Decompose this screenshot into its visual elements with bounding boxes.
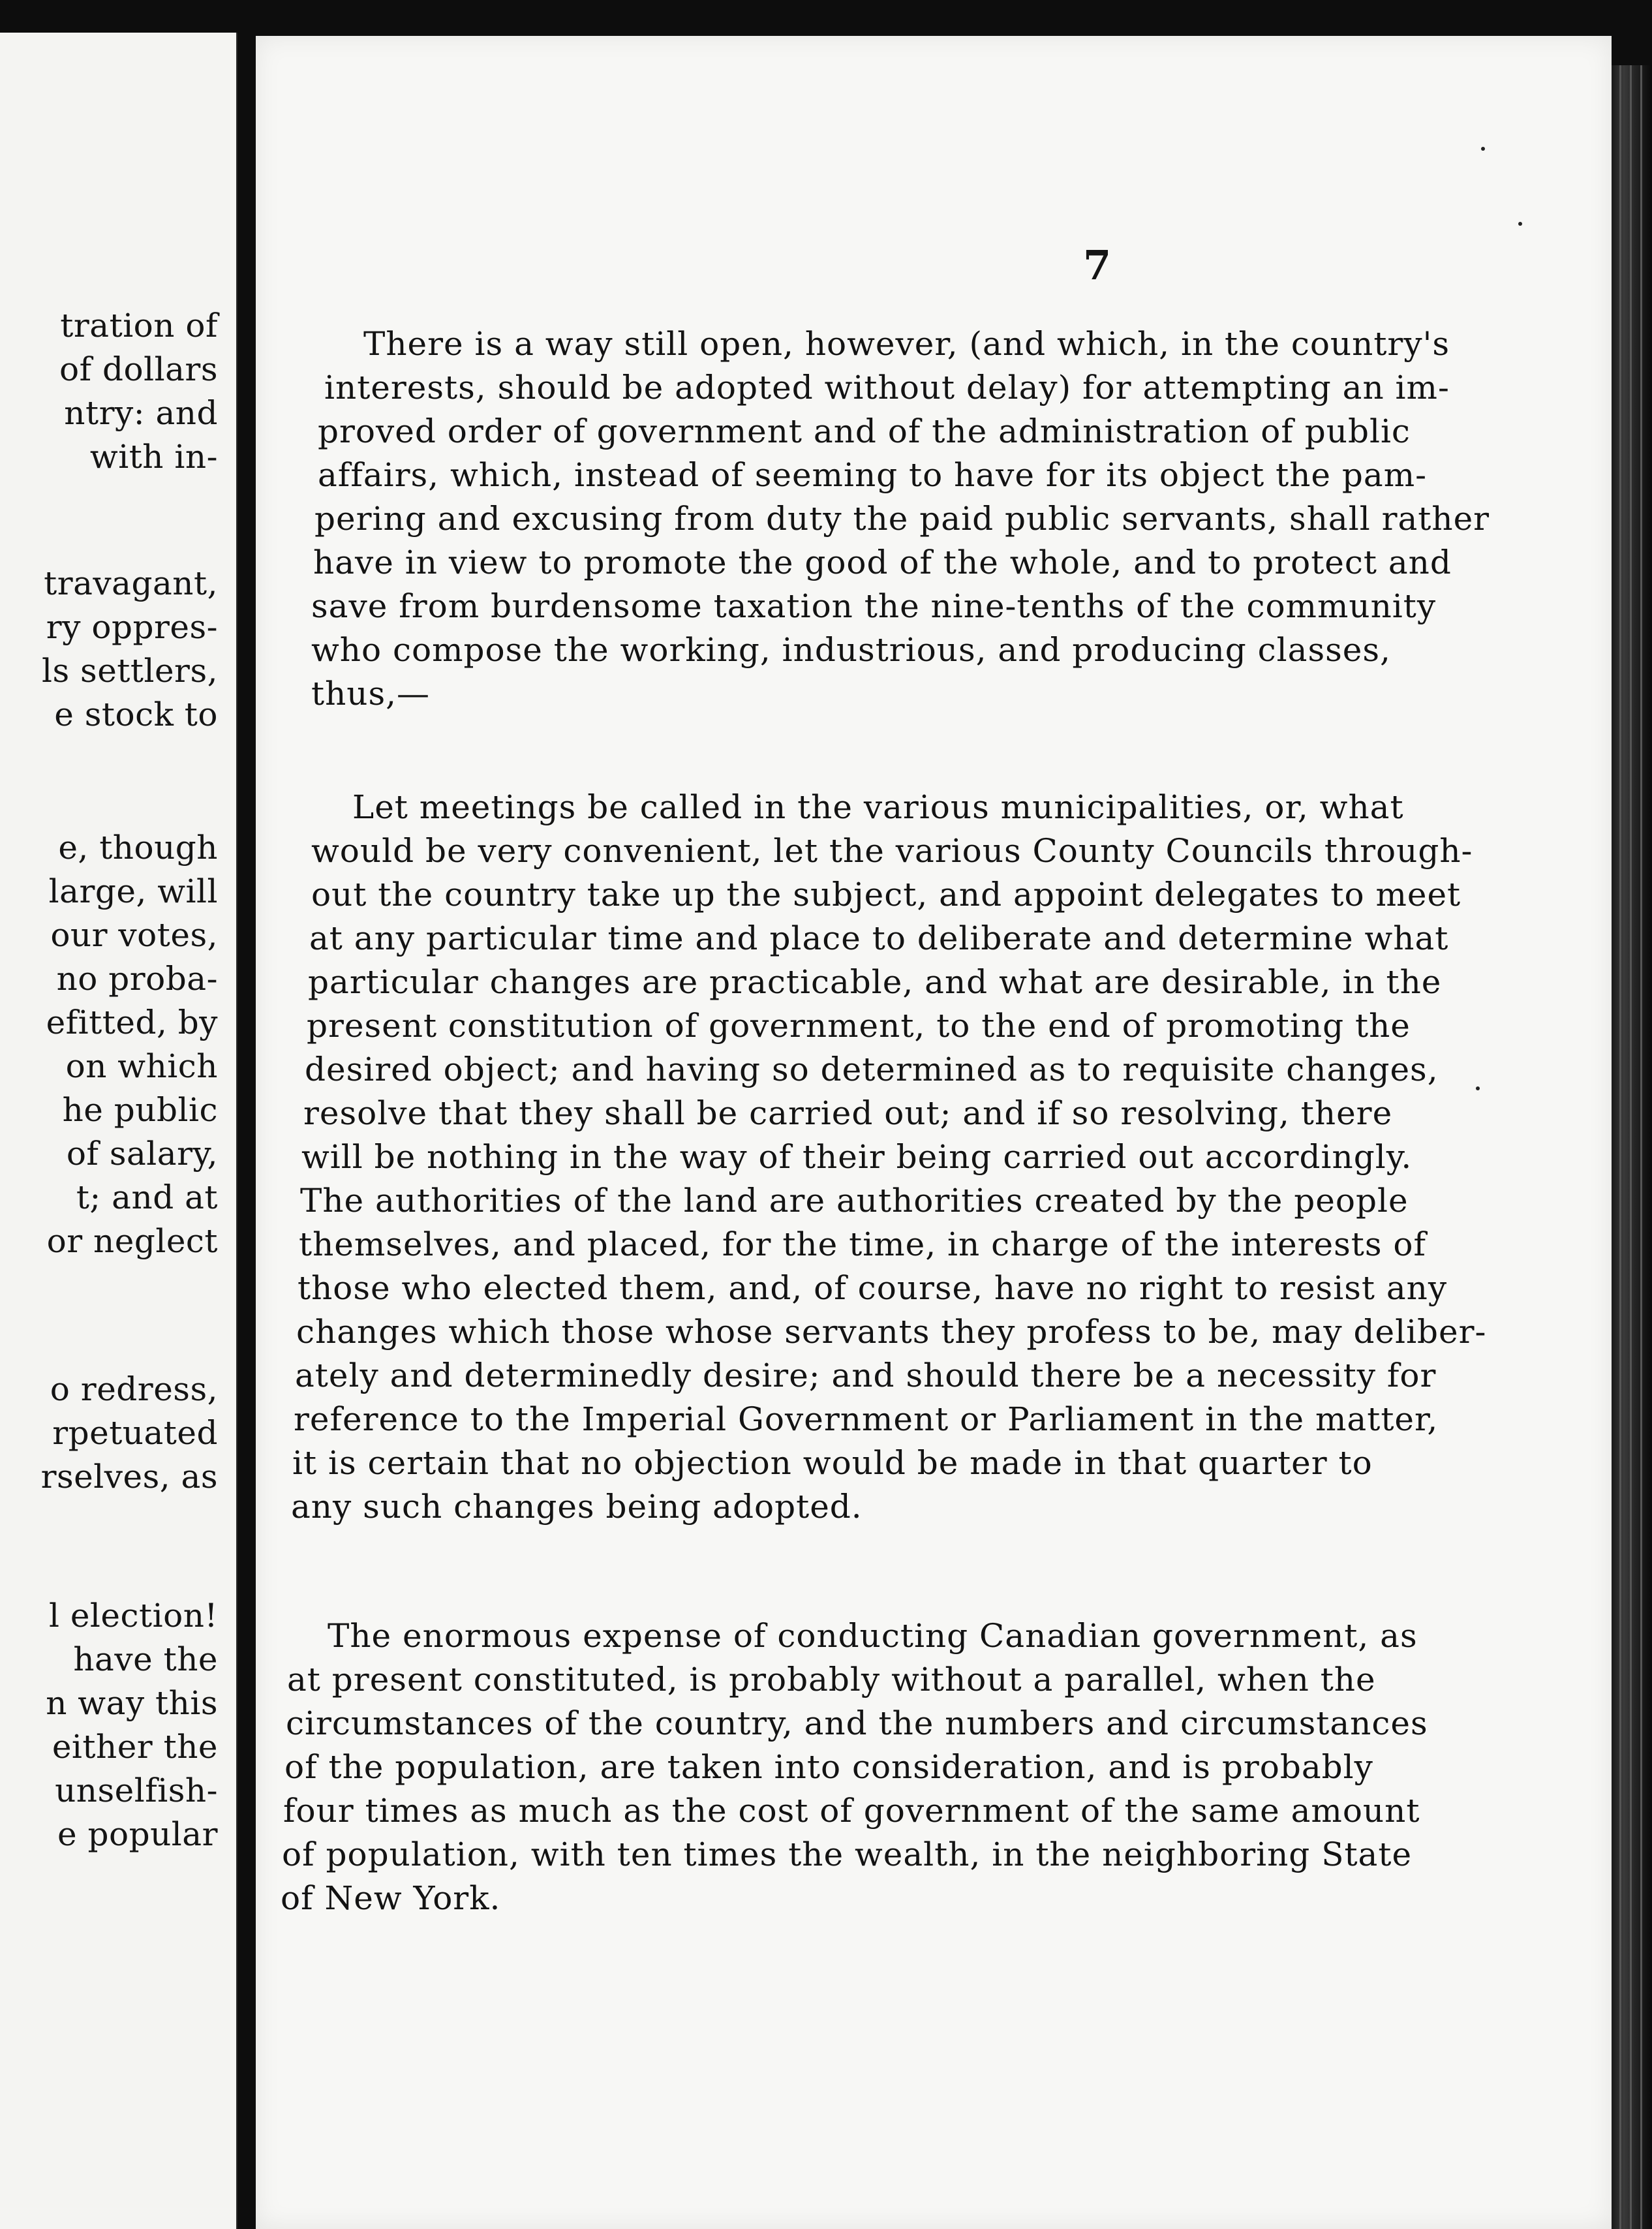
previous-page-fragment <box>0 33 237 2229</box>
text-line: will be nothing in the way of their being carried out accordingly. <box>301 1138 1413 1176</box>
fragment-line: of salary, <box>66 1135 218 1173</box>
scan-speck <box>1518 222 1522 226</box>
fragment-line: our votes, <box>50 916 218 954</box>
fragment-line: he public <box>62 1091 218 1129</box>
fragment-line: efitted, by <box>46 1004 218 1041</box>
text-line: four times as much as the cost of government of the same amount <box>283 1792 1420 1830</box>
fragment-line: no proba- <box>56 960 218 998</box>
fragment-line: either the <box>52 1728 218 1766</box>
fragment-line: with in- <box>89 438 218 476</box>
book-binding-edge <box>1612 65 1652 2229</box>
text-line: save from burdensome taxation the nine-tenths of the community <box>311 587 1437 625</box>
text-line: resolve that they shall be carried out; and if so resolving, there <box>303 1094 1393 1132</box>
fragment-line: of dollars <box>59 350 218 388</box>
text-line: would be very convenient, let the various County Councils through- <box>311 832 1473 870</box>
text-line: have in view to promote the good of the whole, and to protect and <box>313 544 1452 581</box>
page-number: 7 <box>1083 241 1112 289</box>
fragment-line: ry oppres- <box>46 608 218 646</box>
text-line: who compose the working, industrious, and producing classes, <box>311 631 1391 669</box>
fragment-line: o redress, <box>50 1370 218 1408</box>
fragment-line: ls settlers, <box>41 652 218 690</box>
text-line: interests, should be adopted without delay) for attempting an im- <box>324 369 1450 407</box>
fragment-line: large, will <box>48 872 218 910</box>
text-line: particular changes are practicable, and what are desirable, in the <box>308 963 1442 1001</box>
text-line: circumstances of the country, and the numbers and circumstances <box>286 1704 1428 1742</box>
text-line: those who elected them, and, of course, have no right to resist any <box>298 1269 1448 1307</box>
scan-speck <box>1481 147 1485 151</box>
fragment-line: or neglect <box>46 1222 218 1260</box>
text-line: changes which those whose servants they profess to be, may deliber- <box>296 1313 1487 1351</box>
text-line: themselves, and placed, for the time, in charge of the interests of <box>299 1225 1427 1263</box>
text-line: out the country take up the subject, and appoint delegates to meet <box>311 876 1461 914</box>
binding-stripe <box>1619 65 1621 2229</box>
fragment-line: rselves, as <box>40 1458 218 1496</box>
text-line: of the population, are taken into consideration, and is probably <box>284 1748 1373 1786</box>
fragment-line: t; and at <box>76 1178 218 1216</box>
scan-speck <box>1476 1086 1480 1090</box>
text-line: The enormous expense of conducting Canadian government, as <box>328 1617 1418 1655</box>
text-line: thus,— <box>311 675 431 713</box>
text-line: There is a way still open, however, (and which, in the country's <box>363 325 1450 363</box>
text-line: at any particular time and place to deliberate and determine what <box>309 919 1449 957</box>
fragment-line: e popular <box>57 1815 218 1853</box>
text-line: The authorities of the land are authorities created by the people <box>300 1182 1409 1220</box>
fragment-line: have the <box>73 1640 218 1678</box>
text-line: it is certain that no objection would be made in that quarter to <box>292 1444 1373 1482</box>
fragment-line: unselfish- <box>55 1772 218 1809</box>
text-line: desired object; and having so determined as to requisite changes, <box>305 1051 1439 1088</box>
text-line: any such changes being adopted. <box>291 1488 863 1526</box>
document-page <box>256 36 1612 2229</box>
text-line: Let meetings be called in the various municipalities, or, what <box>352 788 1404 826</box>
text-line: of population, with ten times the wealth, in the neighboring State <box>282 1836 1413 1873</box>
fragment-line: e stock to <box>54 696 218 733</box>
fragment-line: travagant, <box>44 564 218 602</box>
text-line: reference to the Imperial Government or Parliament in the matter, <box>294 1400 1439 1438</box>
binding-stripe <box>1640 65 1642 2229</box>
text-line: proved order of government and of the administration of public <box>318 412 1411 450</box>
text-line: of New York. <box>281 1879 501 1917</box>
fragment-line: n way this <box>46 1684 218 1722</box>
text-line: present constitution of government, to the end of promoting the <box>307 1007 1411 1045</box>
text-line: pering and excusing from duty the paid public servants, shall rather <box>314 500 1490 538</box>
text-line: ately and determinedly desire; and should there be a necessity for <box>295 1357 1437 1394</box>
text-line: at present constituted, is probably without a parallel, when the <box>287 1661 1376 1699</box>
fragment-line: tration of <box>60 307 218 345</box>
fragment-line: rpetuated <box>52 1414 218 1452</box>
fragment-line: on which <box>65 1047 218 1085</box>
fragment-line: e, though <box>58 829 218 867</box>
text-line: affairs, which, instead of seeming to have for its object the pam- <box>318 456 1428 494</box>
binding-stripe <box>1630 65 1632 2229</box>
fragment-line: ntry: and <box>64 394 218 432</box>
fragment-line: l election! <box>48 1597 218 1635</box>
